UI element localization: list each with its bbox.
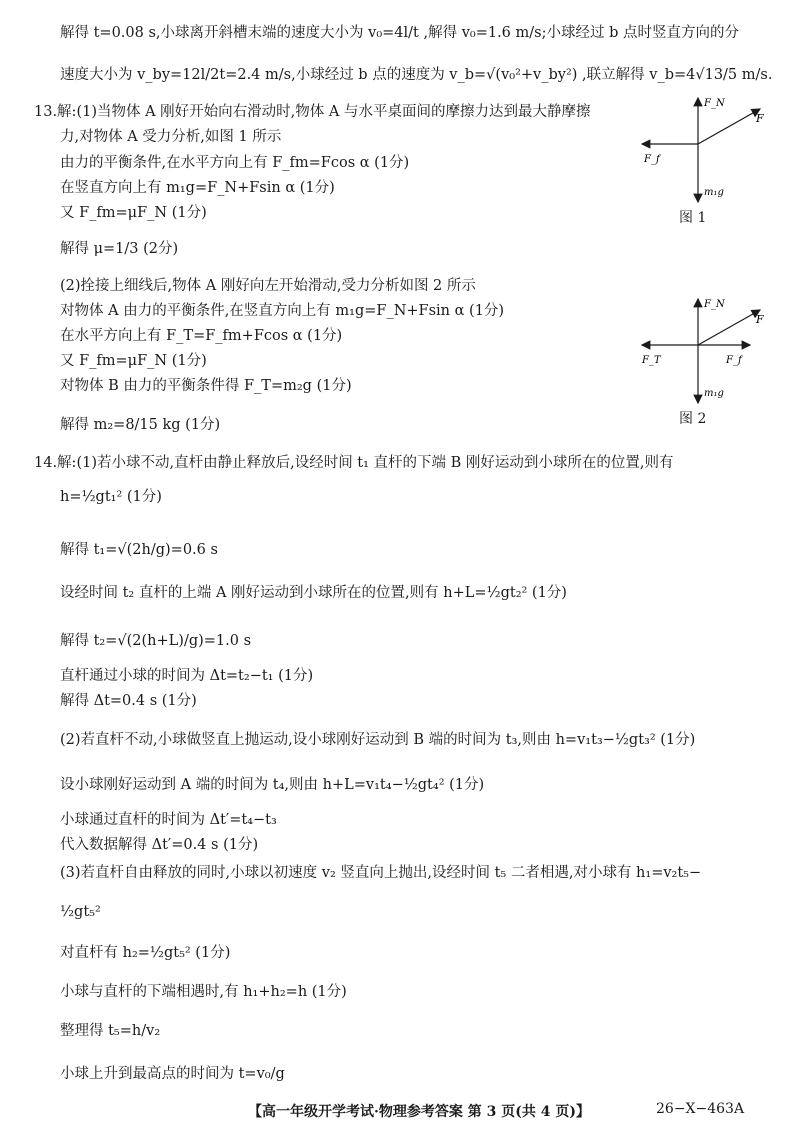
text-line: 力,对物体 A 受力分析,如图 1 所示	[60, 129, 282, 145]
fig2-label-mg: m₁g	[704, 388, 724, 399]
text-line: 又 F_fm=μF_N (1分)	[60, 353, 207, 369]
text-line: 整理得 t₅=h/v₂	[60, 1023, 161, 1039]
fig1-label-ff: F_f	[644, 154, 660, 165]
fig2-label-ff: F_f	[726, 355, 742, 366]
footer-code: 26−X−463A	[656, 1101, 745, 1117]
text-line: 解得 t₁=√(2h/g)=0.6 s	[60, 542, 218, 558]
text-line: 对物体 A 由力的平衡条件,在竖直方向上有 m₁g=F_N+Fsin α (1分)	[60, 303, 505, 319]
fig1-label-fn: F_N	[704, 98, 725, 109]
text-line: h=½gt₁² (1分)	[60, 489, 162, 505]
text-line: 在水平方向上有 F_T=F_fm+Fcos α (1分)	[60, 328, 343, 344]
text-line: 解得 t₂=√(2(h+L)/g)=1.0 s	[60, 633, 252, 649]
text-line: 代入数据解得 Δt′=0.4 s (1分)	[60, 837, 259, 853]
fig1-label-f: F	[756, 112, 764, 125]
text-line: 13.解:(1)当物体 A 刚好开始向右滑动时,物体 A 与水平桌面间的摩擦力达到最大静摩擦	[34, 104, 591, 120]
text-line: 在竖直方向上有 m₁g=F_N+Fsin α (1分)	[60, 180, 335, 196]
fig1-label-mg: m₁g	[704, 187, 724, 198]
text-line: 对直杆有 h₂=½gt₅² (1分)	[60, 945, 231, 961]
text-line: 解得 m₂=8/15 kg (1分)	[60, 417, 221, 433]
force-diagram-1	[638, 92, 778, 207]
text-line: 小球与直杆的下端相遇时,有 h₁+h₂=h (1分)	[60, 984, 347, 1000]
text-line: 14.解:(1)若小球不动,直杆由静止释放后,设经时间 t₁ 直杆的下端 B 刚好运动到小球所在的位置,则有	[34, 455, 674, 471]
text-line: 由力的平衡条件,在水平方向上有 F_fm=Fcos α (1分)	[60, 155, 410, 171]
fig2-label-fn: F_N	[704, 299, 725, 310]
applied-force-arrow	[698, 310, 760, 345]
text-line: 直杆通过小球的时间为 Δt=t₂−t₁ (1分)	[60, 668, 314, 684]
figure-2-caption: 图 2	[679, 411, 707, 427]
force-diagram-2	[638, 293, 778, 408]
text-line: 解得 μ=1/3 (2分)	[60, 241, 179, 257]
text-line: (2)拴接上细线后,物体 A 刚好向左开始滑动,受力分析如图 2 所示	[60, 278, 476, 294]
text-line: 设经时间 t₂ 直杆的上端 A 刚好运动到小球所在的位置,则有 h+L=½gt₂² (1分)	[60, 585, 567, 601]
text-line: 设小球刚好运动到 A 端的时间为 t₄,则由 h+L=v₁t₄−½gt₄² (1分)	[60, 777, 485, 793]
text-line: (3)若直杆自由释放的同时,小球以初速度 v₂ 竖直向上抛出,设经时间 t₅ 二者相遇,对小球有 h₁=v₂t₅−	[60, 865, 702, 881]
text-line: 小球上升到最高点的时间为 t=v₀/g	[60, 1066, 285, 1082]
fig2-label-f: F	[756, 313, 764, 326]
text-line: 又 F_fm=μF_N (1分)	[60, 205, 207, 221]
applied-force-arrow	[698, 109, 760, 144]
text-line: 对物体 B 由力的平衡条件得 F_T=m₂g (1分)	[60, 378, 352, 394]
text-line: 解得 t=0.08 s,小球离开斜槽末端的速度大小为 v₀=4l/t ,解得 v₀=1.6 m/s;小球经过 b 点时竖直方向的分	[60, 25, 739, 41]
text-line: 解得 Δt=0.4 s (1分)	[60, 693, 197, 709]
text-line: (2)若直杆不动,小球做竖直上抛运动,设小球刚好运动到 B 端的时间为 t₃,则由 h=v₁t₃−½gt₃² (1分)	[60, 732, 696, 748]
figure-1-caption: 图 1	[679, 210, 707, 226]
text-line: ½gt₅²	[60, 904, 101, 920]
text-line: 速度大小为 v_by=12l/2t=2.4 m/s,小球经过 b 点的速度为 v_b=√(v₀²+v_by²) ,联立解得 v_b=4√13/5 m/s.	[60, 67, 773, 83]
text-line: 小球通过直杆的时间为 Δt′=t₄−t₃	[60, 812, 277, 828]
fig2-label-ft: F_T	[642, 355, 661, 366]
footer-title: 【高一年级开学考试·物理参考答案 第 3 页(共 4 页)】	[248, 1104, 590, 1120]
